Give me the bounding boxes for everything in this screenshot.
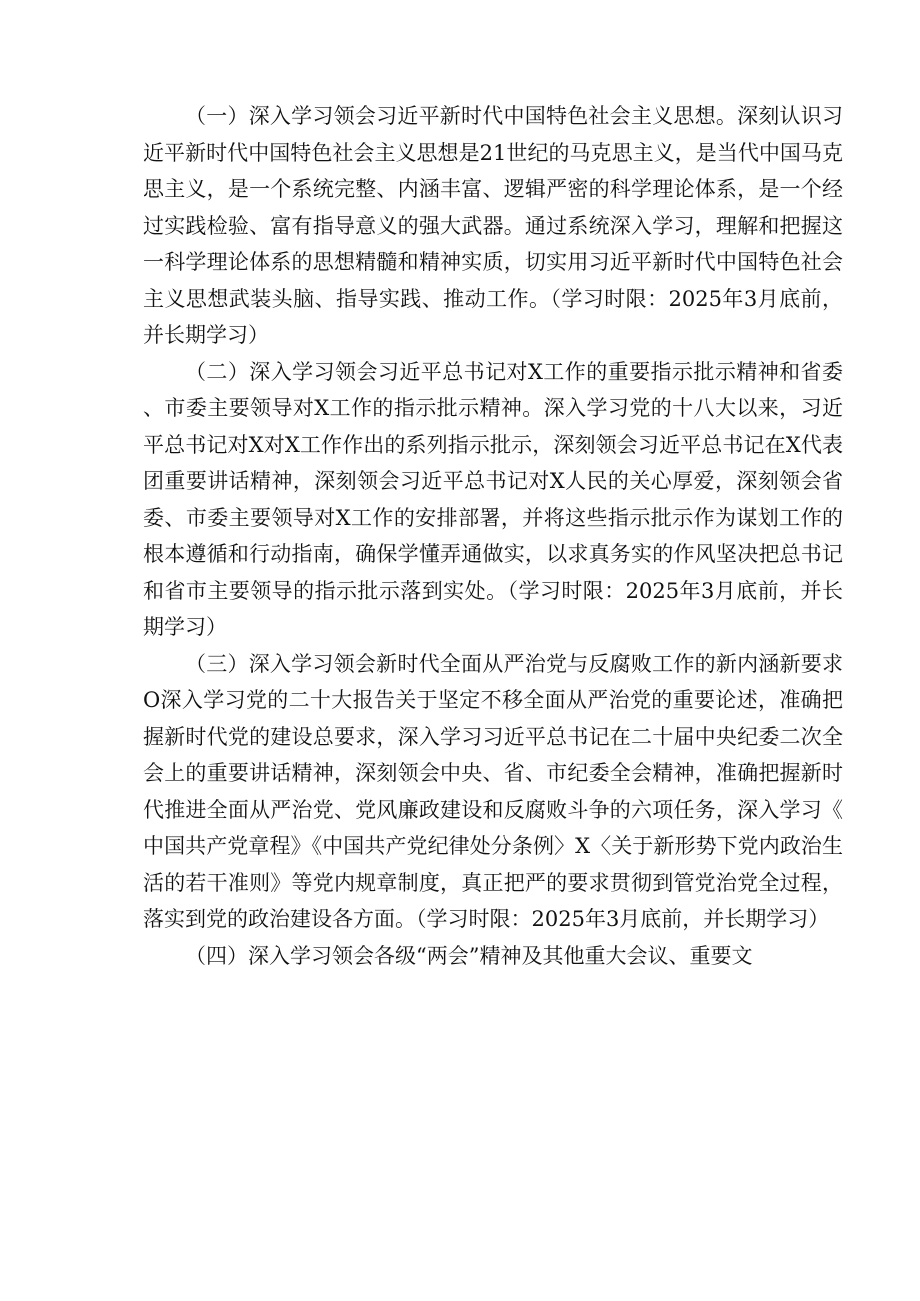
- paragraph-4: （四）深入学习领会各级“两会”精神及其他重大会议、重要文: [185, 943, 753, 968]
- document-body: [143, 98, 843, 974]
- paragraph-1: （一）深入学习领会习近平新时代中国特色社会主义思想。深刻认识习近平新时代中国特色社会主义思想是21世纪的马克思主义，是当代中国马克思主义，是一个系统完整、内涵丰富、逻辑严密的科学理论体系，是一个经过实践检验、富有指导意义的强大武器。通过系统深入学习，理解和把握这一科学理论体系的思想精髓和精神实质，切实用习近平新时代中国特色社会主义思想武装头脑、指导实践、推动工作。（学习时限：2025年3月底前，并长期学习）: [143, 104, 843, 347]
- paragraph-2: （二）深入学习领会习近平总书记对X工作的重要指示批示精神和省委、市委主要领导对X工作的指示批示精神。深入学习党的十八大以来，习近平总书记对X对X工作作出的系列指示批示，深刻领会习近平总书记在X代表团重要讲话精神，深刻领会习近平总书记对X人民的关心厚爱，深刻领会省委、市委主要领导对X工作的安排部署，并将这些指示批示作为谋划工作的根本遵循和行动指南，确保学懂弄通做实，以求真务实的作风坚决把总书记和省市主要领导的指示批示落到实处。（学习时限：2025年3月底前，并长期学习）: [143, 359, 843, 639]
- paragraph-3: （三）深入学习领会新时代全面从严治党与反腐败工作的新内涵新要求O深入学习党的二十大报告关于坚定不移全面从严治党的重要论述，准确把握新时代党的建设总要求，深入学习习近平总书记在二十届中央纪委二次全会上的重要讲话精神，深刻领会中央、省、市纪委全会精神，准确把握新时代推进全面从严治党、党风廉政建设和反腐败斗争的六项任务，深入学习《中国共产党章程》《中国共产党纪律处分条例〉X〈关于新形势下党内政治生活的若干准则》等党内规章制度，真正把严的要求贯彻到管党治党全过程，落实到党的政治建设各方面。（学习时限：2025年3月底前，并长期学习）: [143, 651, 843, 931]
